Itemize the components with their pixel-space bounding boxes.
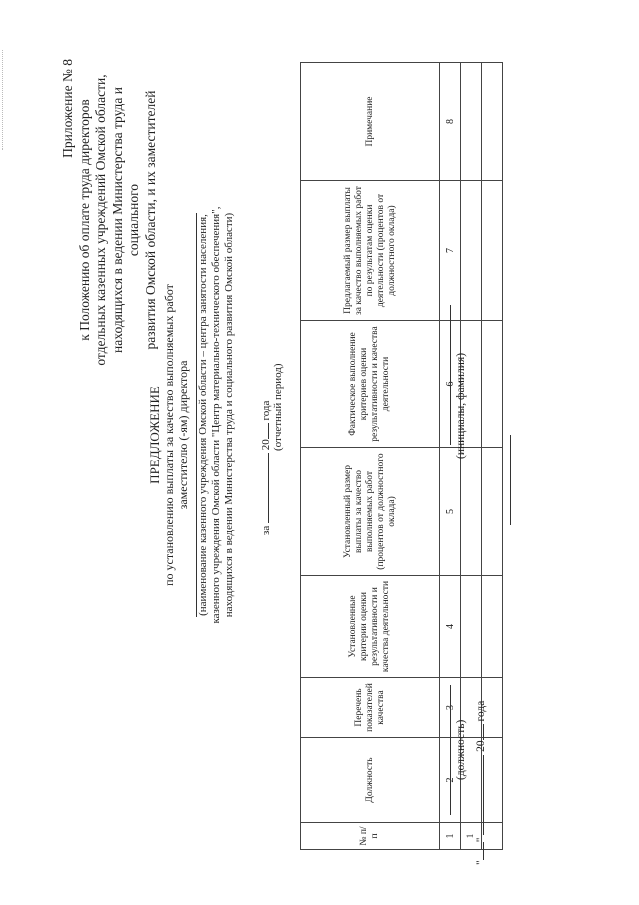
scan-marks <box>2 50 9 150</box>
table-cell <box>461 181 482 321</box>
date-quote-close: " <box>475 837 487 843</box>
date-block <box>473 701 487 865</box>
table-cell <box>482 448 503 576</box>
period-year-word: года <box>260 400 272 421</box>
col-number-2: 2 <box>440 738 461 823</box>
col-number-1: 1 <box>440 823 461 850</box>
col-number-7: 7 <box>440 181 461 321</box>
col-header-position: Должность <box>301 738 440 823</box>
appendix-number: Приложение № 8 <box>60 59 75 158</box>
date-century: 20 <box>475 740 487 752</box>
appendix-header <box>60 55 159 385</box>
date-month-blank <box>473 755 484 835</box>
col-number-4: 4 <box>440 576 461 678</box>
name-caption: (инициалы, фамилия) <box>455 352 467 459</box>
col-header-indicators: Перечень показателей качества <box>301 678 440 738</box>
period-caption: (отчетный период) <box>272 363 284 451</box>
appendix-line-3: отдельных казенных учреждений Омской области, <box>93 74 108 366</box>
org-line-3: находящихся в ведении Министерства труда и социального развития Омской области) <box>223 212 235 618</box>
period-century: 20 <box>260 439 272 451</box>
date-year-blank <box>473 724 484 740</box>
date-quote-open: " <box>475 860 487 865</box>
org-line-2: казенного учреждения Омской области "Центр материально-технического обеспечения", <box>210 206 222 624</box>
table-cell <box>461 448 482 576</box>
col-header-set-amount: Установленный размер выплаты за качество выполняемых работ (процентов от должностного оклада) <box>301 448 440 576</box>
position-caption: (должность) <box>455 719 467 780</box>
col-header-proposed: Предлагаемый размер выплаты за качество выполняемых работ по результатам оценки деятельности (процентов от должностного оклада) <box>301 181 440 321</box>
organization-block <box>196 205 236 625</box>
table-cell <box>482 63 503 181</box>
table-cell <box>461 63 482 181</box>
title-line-2: по установлению выплаты за качество выполняемых работ <box>162 284 176 586</box>
date-year-word: года <box>475 700 487 722</box>
col-header-number: № п/п <box>301 823 440 850</box>
table-cell <box>482 576 503 678</box>
period-blank <box>258 453 269 523</box>
col-header-note: Примечание <box>301 63 440 181</box>
date-day-blank <box>473 842 484 860</box>
table-cell <box>461 576 482 678</box>
col-number-8: 8 <box>440 63 461 181</box>
col-number-3: 3 <box>440 678 461 738</box>
appendix-line-5: развития Омской области, и их заместителей <box>142 90 158 350</box>
period-block <box>258 275 284 535</box>
row-number: 1 <box>461 823 482 850</box>
position-signature-line <box>450 685 451 815</box>
title-main: ПРЕДЛОЖЕНИЕ <box>147 386 162 484</box>
col-number-5: 5 <box>440 448 461 576</box>
table-cell <box>482 321 503 448</box>
table-cell <box>482 181 503 321</box>
document-title <box>148 205 190 665</box>
title-line-3: заместителю (-ям) директора <box>176 360 190 510</box>
appendix-line-4: находящихся в ведении Министерства труда и социального <box>109 87 141 353</box>
org-caption: (наименование казенного учреждения Омской области – центра занятости населения, <box>197 214 209 616</box>
period-year-blank <box>258 423 269 439</box>
col-number-6: 6 <box>440 321 461 448</box>
name-signature-line <box>450 305 451 445</box>
appendix-line-2: к Положению об оплате труда директоров <box>76 99 92 341</box>
col-header-criteria: Установленные критерии оценки результативности и качества деятельности <box>301 576 440 678</box>
signature-line <box>510 435 511 525</box>
period-prefix: за <box>260 525 272 535</box>
col-header-actual: Фактическое выполнение критериев оценки результативности и качества деятельности <box>301 321 440 448</box>
